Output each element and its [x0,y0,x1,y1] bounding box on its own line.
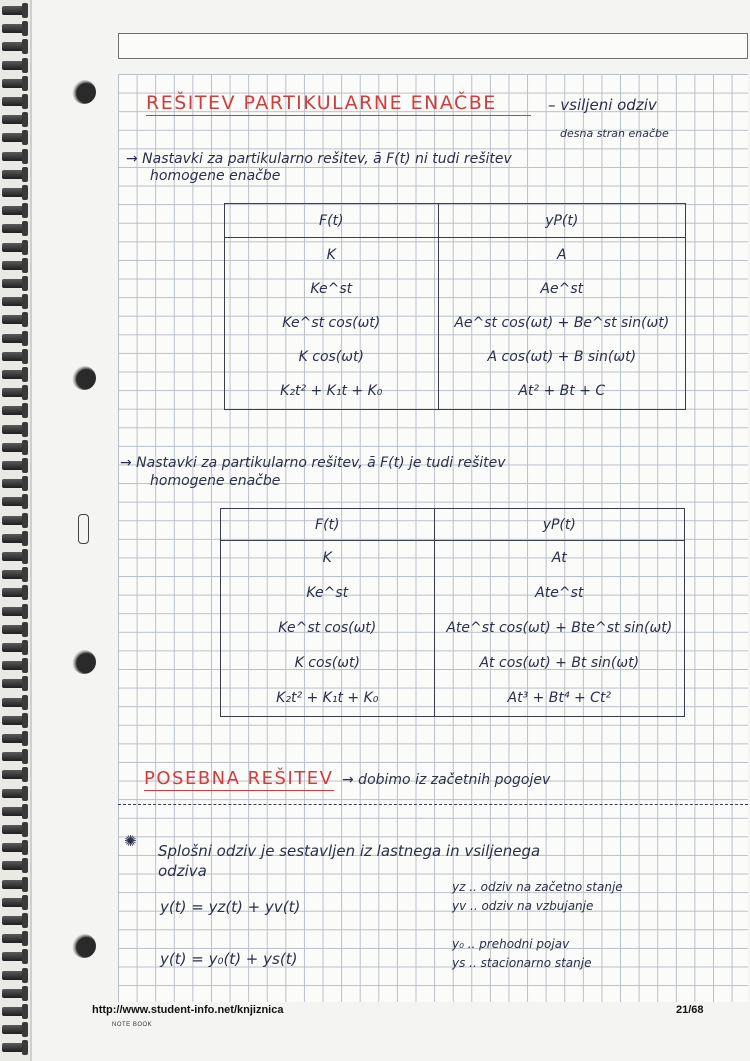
spiral-coil [2,334,26,343]
page-title: REŠITEV PARTIKULARNE ENAČBE [146,92,497,114]
cell-f: K [221,541,435,576]
spiral-coil [2,261,26,270]
table-row [221,646,685,681]
legend-item: y₀ .. prehodni pojav [452,937,570,951]
spiral-coil [2,916,26,925]
spiral-coil [2,679,26,688]
table-row [225,272,686,306]
spiral-coil [2,224,26,233]
spiral-coil [2,825,26,834]
cell-f: Ke^st cos(ωt) [225,306,439,340]
cell-f: K₂t² + K₁t + K₀ [221,681,435,717]
spiral-coil [2,133,26,142]
spiral-coil [2,170,26,179]
cell-yp: At³ + Bt⁴ + Ct² [434,681,684,717]
spiral-coil [2,643,26,652]
cell-f: K [225,238,439,272]
section1-intro: → Nastavki za partikularno rešitev, ā F(t) ni tudi rešitev [126,151,512,167]
spiral-coil [2,479,26,488]
spiral-coil [2,406,26,415]
splosni-text: Splošni odziv je sestavljen iz lastnega in vsiljenega [158,842,541,860]
cell-yp: At² + Bt + C [438,374,685,410]
cell-yp: At [434,541,684,576]
table-row [221,541,685,576]
equation-2: y(t) = y₀(t) + ys(t) [160,950,298,968]
spiral-coil [2,297,26,306]
cell-f: K₂t² + K₁t + K₀ [225,374,439,410]
spiral-coil [2,42,26,51]
table-nonhomogeneous [224,203,686,410]
header-box [118,33,748,59]
splosni-text-cont: odziva [158,862,207,880]
table-header: F(t) [225,204,439,238]
table-row [225,374,686,410]
spiral-coil [2,716,26,725]
spiral-coil [2,443,26,452]
table-row [221,576,685,611]
section1-intro-cont: homogene enačbe [150,168,281,184]
table-header: yP(t) [434,509,684,541]
spiral-coil [2,770,26,779]
spiral-coil [2,534,26,543]
table-row [221,611,685,646]
spiral-coil [2,24,26,33]
section2-intro-cont: homogene enačbe [150,473,281,489]
spiral-coil [2,516,26,525]
spiral-coil [2,588,26,597]
spiral-coil [2,388,26,397]
paper-clip-icon [78,514,89,544]
spiral-coil [2,243,26,252]
page-edge [30,0,32,1061]
spiral-coil [2,752,26,761]
title-underline [146,115,531,116]
legend-item: yz .. odziv na začetno stanje [452,880,623,894]
spiral-coil [2,898,26,907]
spiral-coil [2,934,26,943]
posebna-title: POSEBNA REŠITEV [144,768,334,789]
spiral-coil [2,188,26,197]
notebook-brand: NOTE BOOK [112,1022,153,1028]
spiral-coil [2,279,26,288]
spiral-coil [2,952,26,961]
spiral-coil [2,661,26,670]
lightbulb-icon: ✺ [124,832,137,850]
cell-yp: Ate^st [434,576,684,611]
title-suffix: – vsiljeni odziv [548,96,657,114]
spiral-coil [2,6,26,15]
section2-intro: → Nastavki za partikularno rešitev, ā F(t) je tudi rešitev [120,455,506,471]
title-note: desna stran enačbe [560,127,669,140]
spiral-coil [2,497,26,506]
table-row [225,340,686,374]
spiral-coil [2,698,26,707]
spiral-coil [2,552,26,561]
cell-f: Ke^st [225,272,439,306]
cell-f: Ke^st [221,576,435,611]
table-homogeneous [220,508,685,717]
spiral-coil [2,1025,26,1034]
spiral-coil [2,97,26,106]
punch-hole [72,934,96,958]
spiral-coil [2,152,26,161]
spiral-coil [2,352,26,361]
cell-yp: Ae^st [438,272,685,306]
table-header: F(t) [221,509,435,541]
spiral-coil [2,789,26,798]
cell-f: K cos(ωt) [225,340,439,374]
spiral-coil [2,370,26,379]
cell-yp: Ae^st cos(ωt) + Be^st sin(ωt) [438,306,685,340]
spiral-binding [0,0,30,1061]
punch-hole [72,650,96,674]
punch-hole [72,80,96,104]
spiral-coil [2,461,26,470]
spiral-coil [2,61,26,70]
table-row [221,681,685,717]
spiral-coil [2,625,26,634]
table-row [225,238,686,272]
posebna-underline [144,790,334,791]
spiral-coil [2,425,26,434]
dashed-divider [118,804,748,805]
table-row [225,306,686,340]
spiral-coil [2,843,26,852]
page-number: 21/68 [676,1004,704,1016]
table-header: yP(t) [438,204,685,238]
spiral-coil [2,570,26,579]
spiral-coil [2,971,26,980]
equation-1: y(t) = yz(t) + yv(t) [160,898,301,916]
cell-yp: Ate^st cos(ωt) + Bte^st sin(ωt) [434,611,684,646]
spiral-coil [2,1007,26,1016]
cell-f: K cos(ωt) [221,646,435,681]
legend-item: yv .. odziv na vzbujanje [452,899,594,913]
spiral-coil [2,989,26,998]
spiral-coil [2,607,26,616]
spiral-coil [2,807,26,816]
punch-hole [72,366,96,390]
legend-item: ys .. stacionarno stanje [452,956,592,970]
spiral-coil [2,115,26,124]
spiral-coil [2,734,26,743]
spiral-coil [2,880,26,889]
posebna-note: → dobimo iz začetnih pogojev [342,772,551,788]
spiral-coil [2,79,26,88]
cell-f: Ke^st cos(ωt) [221,611,435,646]
spiral-coil [2,315,26,324]
cell-yp: A [438,238,685,272]
spiral-coil [2,206,26,215]
footer-link[interactable]: http://www.student-info.net/knjiznica [92,1004,284,1016]
spiral-coil [2,1043,26,1052]
cell-yp: A cos(ωt) + B sin(ωt) [438,340,685,374]
cell-yp: At cos(ωt) + Bt sin(ωt) [434,646,684,681]
spiral-coil [2,861,26,870]
